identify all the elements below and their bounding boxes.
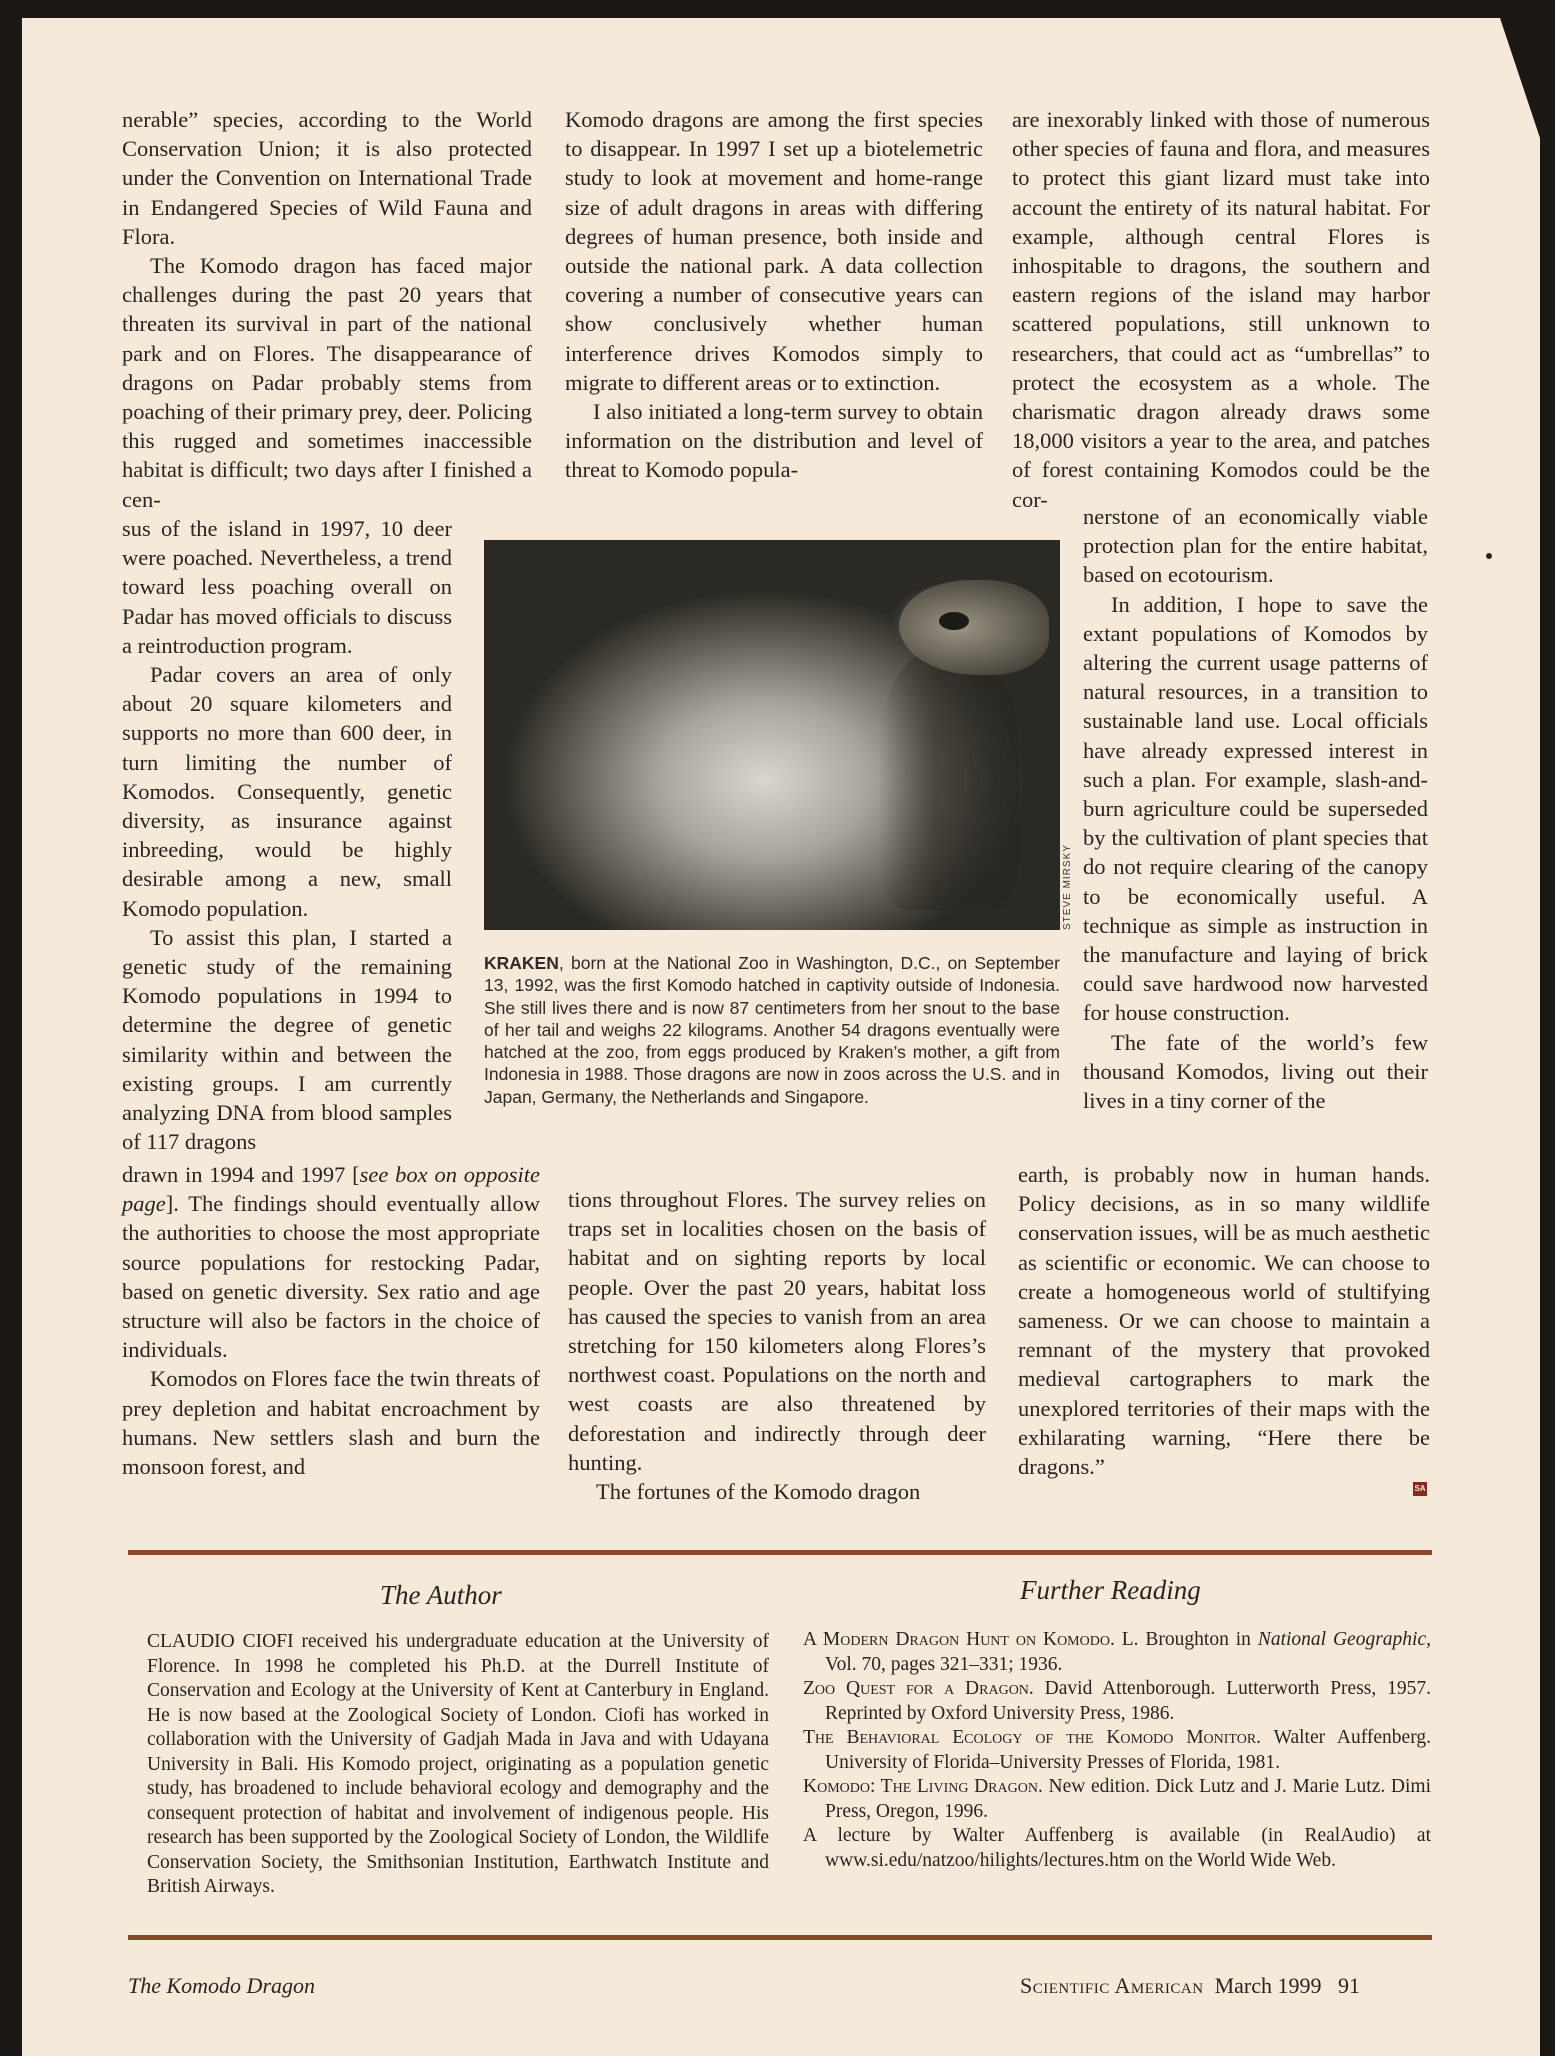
paragraph: sus of the island in 1997, 10 deer were poached. Nevertheless, a trend toward less poaching overall on Padar has moved officials to discuss a reintroduction program. [122,516,452,658]
paragraph: Padar covers an area of only about 20 square kilometers and supports no more than 600 deer, in turn limiting the number of Komodos. Consequently, genetic diversity, as insurance against inbreeding, would be highly desirable among a new, small Komodo population. [122,662,452,921]
reading-entry: A lecture by Walter Auffenberg is available (in RealAudio) at www.si.edu/natzoo/hilights/lectures.htm on the World Wide Web. [803,1825,1431,1871]
paragraph: Komodo dragons are among the first species to disappear. In 1997 I set up a biotelemetric study to look at movement and home-range size of adult dragons in areas with differing degrees of human presence, both inside and outside the national park. A data collection covering a number of consecutive years can show conclusively whether human interference drives Komodos simply to migrate to different areas or to extinction. [565,107,983,395]
article-column-2 [565,105,983,485]
paragraph: The Komodo dragon has faced major challenges during the past 20 years that threaten its survival in part of the national park and on Flores. The disappearance of dragons on Padar probably stems from poaching of their primary prey, deer. Policing this rugged and sometimes inaccessible habitat is difficult; two days after I finished a cen- [122,253,532,512]
paragraph: In addition, I hope to save the extant populations of Komodos by altering the current usage patterns of natural resources, in a transition to sustainable land use. Local officials have already expressed interest in such a plan. For example, slash-and-burn agriculture could be superseded by the cultivation of plant species that do not require clearing of the canopy to be economically useful. A technique as simple as instruction in the manufacture and laying of brick could save hardwood now harvested for house construction. [1083,591,1428,1026]
paragraph: nerstone of an economically viable protection plan for the entire habitat, based on ecotourism. [1083,504,1428,588]
komodo-photo [484,540,1060,930]
further-reading-list [803,1628,1431,1873]
end-mark-icon: SA [1413,1482,1427,1496]
paragraph: nerable” species, according to the World Conservation Union; it is also protected under the Convention on International Trade in Endangered Species of Wild Fauna and Flora. [122,107,532,249]
photo-caption: KRAKEN, born at the National Zoo in Washington, D.C., on September 13, 1992, was the first Komodo hatched in captivity outside of Indonesia. She still lives there and is now 87 centimeters from her snout to the base of her tail and weighs 22 kilograms. Another 54 dragons eventually were hatched at the zoo, from eggs produced by Kraken’s mother, a gift from Indonesia in 1988. Those dragons are now in zoos across the U.S. and in Japan, Germany, the Netherlands and Singapore. [484,953,1060,1107]
article-column-1 [122,105,532,514]
paragraph: I also initiated a long-term survey to obtain information on the distribution and level of threat to Komodo popula- [565,399,983,483]
page-number: 91 [1338,1973,1360,1998]
reading-entry: A Modern Dragon Hunt on Komodo. L. Broughton in National Geographic, Vol. 70, pages 321–331; 1936. [803,1629,1431,1675]
dragon-neck [879,650,1019,910]
paragraph: are inexorably linked with those of numerous other species of fauna and flora, and measures to protect this giant lizard must take into account the entirety of its natural habitat. For example, although central Flores is inhospitable to dragons, the southern and eastern regions of the island may harbor scattered populations, still unknown to researchers, that could act as “umbrellas” to protect the ecosystem as a whole. The charismatic dragon already draws some 18,000 visitors a year to the area, and patches of forest containing Komodos could be the cor- [1012,107,1430,512]
photo-credit: STEVE MIRSKY [1062,844,1073,930]
further-reading-heading: Further Reading [1020,1575,1201,1605]
article-column-3-wrap [1083,502,1428,1115]
paragraph: The fate of the world’s few thousand Komodos, living out their lives in a tiny corner of the [1083,1029,1428,1114]
page-speck [1486,553,1492,559]
reading-entry: Zoo Quest for a Dragon. David Attenborough. Lutterworth Press, 1957. Reprinted by Oxford University Press, 1986. [803,1678,1431,1724]
section-divider [128,1935,1432,1940]
author-heading: The Author [380,1580,502,1610]
article-column-2-bottom [568,1185,986,1506]
running-footer-info [1020,1973,1360,1999]
paragraph: drawn in 1994 and 1997 [see box on opposite page]. The findings should eventually allow the authorities to choose the most appropriate source populations for restocking Padar, based on genetic diversity. Sex ratio and age structure will also be factors in the choice of individuals. [122,1162,540,1363]
article-column-1-wrap [122,514,452,1156]
magazine-name: Scientific American [1020,1973,1204,1998]
section-divider [128,1550,1432,1555]
article-column-1-bottom [122,1160,540,1481]
paragraph: To assist this plan, I started a genetic study of the remaining Komodo populations in 1994 to determine the degree of genetic similarity within and between the existing groups. I am currently analyzing DNA from blood samples of 117 dragons [122,924,452,1155]
running-footer-title: The Komodo Dragon [128,1973,316,1998]
issue-date: March 1999 [1214,1973,1322,1998]
article-column-3 [1012,105,1430,514]
dragon-eye [939,612,969,630]
paragraph: The fortunes of the Komodo dragon [596,1479,921,1505]
paragraph: Komodos on Flores face the twin threats of prey depletion and habitat encroachment by humans. New settlers slash and burn the monsoon forest, and [122,1366,540,1480]
article-column-3-bottom [1018,1160,1430,1481]
paragraph: tions throughout Flores. The survey relies on traps set in localities chosen on the basis of habitat and on sighting reports by local people. Over the past 20 years, habitat loss has caused the species to vanish from an area stretching for 150 kilometers along Flores’s northwest coast. Populations on the north and west coasts are also threatened by deforestation and indirectly through deer hunting. [568,1187,986,1475]
paragraph: earth, is probably now in human hands. Policy decisions, as in so many wildlife conservation issues, will be as much aesthetic as scientific or economic. We can choose to create a homogeneous world of stultifying sameness. Or we can choose to maintain a remnant of the mystery that provoked medieval cartographers to mark the unexplored territories of their maps with the exhilarating warning, “Here there be dragons.” [1018,1162,1430,1480]
reading-entry: Komodo: The Living Dragon. New edition. Dick Lutz and J. Marie Lutz. Dimi Press, Oregon, 1996. [803,1776,1431,1822]
reading-entry: The Behavioral Ecology of the Komodo Monitor. Walter Auffenberg. University of Florida–University Presses of Florida, 1981. [803,1727,1431,1773]
author-bio: CLAUDIO CIOFI received his undergraduate education at the University of Florence. In 1998 he completed his Ph.D. at the Durrell Institute of Conservation and Ecology at the University of Kent at Canterbury in England. He is now based at the Zoological Society of London. Ciofi has worked in collaboration with the University of Gadjah Mada in Java and with Udayana University in Bali. His Komodo project, originating as a population genetic study, has broadened to include behavioral ecology and demography and the consequent protection of habitat and involvement of indigenous people. His research has been supported by the Zoological Society of London, the Wildlife Conservation Society, the Smithsonian Institution, Earthwatch Institute and British Airways. [147,1631,769,1897]
